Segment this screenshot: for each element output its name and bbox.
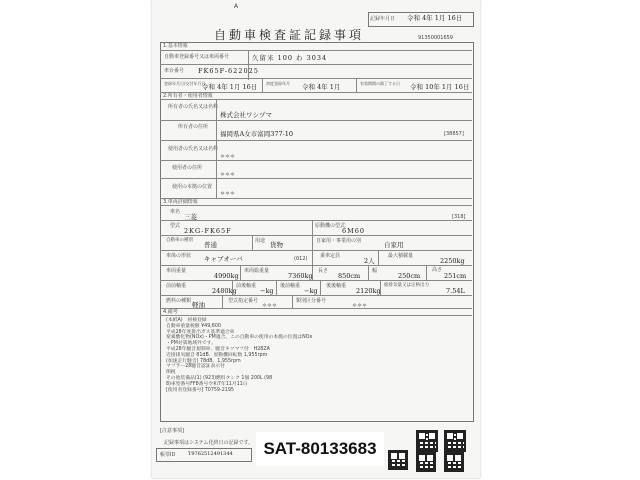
form-mark: A — [234, 3, 239, 10]
stock-number-label — [256, 432, 384, 466]
user-address-label: 使用者の住所 — [172, 165, 203, 171]
shape-code: (012) — [294, 256, 308, 262]
note-line: (加速走行騒音) 78dB、1,955rpm — [166, 358, 241, 364]
form-id-value: T9762512491344 — [188, 451, 233, 457]
length-label: 長さ — [318, 268, 329, 274]
maxload-value: 2250kg — [440, 257, 465, 265]
stock-number: SAT-80133683 — [263, 439, 377, 458]
first-reg-date: 令和 4年 1月 16日 — [202, 83, 258, 91]
form-id-label: 帳票ID — [160, 452, 176, 458]
section-owner-heading: 2.所有者・使用者情報 — [163, 93, 213, 99]
length-value: 850cm — [338, 272, 361, 280]
capacity-label: 乗車定員 — [320, 253, 341, 259]
section-notes-heading: 4.備考 — [163, 309, 178, 315]
qr-code-icon — [416, 430, 438, 452]
document-title: 自動車検査証記録事項 — [214, 28, 365, 42]
model-label: 型式 — [170, 223, 181, 229]
note-line: 平成28年騒音規制車、騒音キツマフ付 H28ZA — [166, 346, 270, 352]
note-line: [使用者登録番号] T0759-2195 — [166, 387, 234, 393]
notes-label: [注意事項] — [160, 428, 184, 434]
first-year-label: 初度登録年月 — [266, 81, 290, 86]
user-name-label: 使用者の氏名又は名称 — [168, 146, 219, 152]
registration-number: 久留米 100 わ 3034 — [252, 54, 328, 62]
first-reg-label: 登録年月日/交付年月日 — [164, 81, 206, 86]
kind-label: 自動車の種別 — [166, 238, 193, 243]
user-address: ＊＊＊ — [220, 172, 236, 178]
owner-address-label: 所有者の住所 — [178, 124, 209, 130]
note-line: (本紙A) 初検登録 — [166, 318, 207, 323]
issue-date-value: 令和 4年 1月 16日 — [407, 14, 463, 22]
note-line: ・PM対策地域外です。 — [166, 341, 216, 347]
qr-code-icon — [416, 452, 436, 472]
note-line: 8)車型番号FF8番号令和7年11月11日 — [166, 381, 248, 387]
use-label: 用途 — [255, 238, 266, 244]
note-line: マフラー28騒音認証表示付 — [166, 364, 225, 370]
weight-label: 車両重量 — [166, 268, 187, 274]
note-line: 近接排気騒音 81dB、原動機回転数 1,955rpm — [166, 352, 268, 358]
type-number-label: 型式指定番号 — [228, 298, 259, 304]
issue-date-label: 記録年月日 — [370, 16, 396, 22]
user-name: ＊＊＊ — [220, 154, 236, 160]
section-basic-heading: 1.基本情報 — [163, 43, 188, 49]
engine-value: 6M60 — [342, 227, 366, 235]
height-label: 高さ — [432, 267, 443, 273]
private-value: 自家用 — [384, 241, 404, 249]
width-value: 250cm — [398, 272, 421, 280]
expiry-label: 有効期間の満了する日 — [360, 81, 400, 86]
type-number-value: ＊＊＊ — [262, 303, 278, 309]
note-line: 自動車重量税額 ¥49,600 — [166, 323, 221, 329]
class-number-label: 類別区分番号 — [296, 298, 327, 304]
engine-label: 原動機の型式 — [315, 223, 346, 229]
qr-code-icon — [388, 450, 408, 470]
first-year-value: 令和 4年 1月 — [302, 83, 341, 91]
registration-label: 自動車登録番号又は車両番号 — [164, 54, 230, 60]
expiry-date: 令和 10年 1月 16日 — [410, 83, 470, 91]
base-location: ＊＊＊ — [220, 191, 236, 197]
qr-code-icon — [444, 430, 466, 452]
maker-code: [318] — [452, 214, 466, 220]
owner-address: 福岡県A女市富岡377-10 — [220, 130, 294, 138]
owner-code: [38857] — [444, 131, 464, 137]
private-label: 自家用・事業用の別 — [316, 238, 362, 244]
use-value: 貨物 — [270, 241, 283, 249]
maxload-label: 最大積載量 — [388, 253, 414, 259]
document-number: 91350001659 — [418, 35, 453, 41]
note-line: 関税 — [166, 370, 176, 376]
front-axle-label: 前前軸重 — [166, 283, 187, 289]
rear-axle-value: 2120kg — [356, 287, 381, 295]
gross-label: 車両総重量 — [244, 268, 270, 274]
owner-name: 株式会社ワシヅマ — [220, 111, 272, 119]
class-number-value: ＊＊＊ — [352, 303, 368, 309]
rear-front-axle-label: 後前軸重 — [280, 283, 301, 289]
note-line: その他装備品(1) (923)燃料タンク 1個 200L (98 — [166, 375, 273, 381]
rear-front-axle-value: −kg — [304, 287, 318, 295]
note-line: 窒素酸化物(NOx)・PM適合。この自動車の使用の本拠の位置はNOx — [166, 335, 313, 341]
note-line: 平成28年度排出ガス基準適合車 — [166, 329, 235, 335]
kind-value: 普通 — [204, 241, 217, 249]
shape-value: キャブオーバ — [204, 255, 243, 263]
model-value: 2KG-FK65F — [184, 227, 232, 235]
inspection-certificate — [152, 0, 480, 478]
maker-value: 三菱 — [184, 213, 197, 221]
gross-value: 7360kg — [288, 272, 313, 280]
notes-text: 記録事項はシステム化終日の記録です。 — [164, 440, 254, 446]
weight-value: 4990kg — [214, 272, 239, 280]
width-label: 幅 — [372, 268, 378, 274]
fuel-label: 燃料の種類 — [166, 298, 192, 304]
displacement-value: 7.54L — [446, 287, 465, 295]
base-location-label: 使用の本拠の位置 — [172, 184, 213, 190]
shape-label: 車体の形状 — [166, 253, 192, 259]
chassis-label: 車台番号 — [164, 68, 185, 74]
front-axle-value: 2480kg — [212, 287, 237, 295]
rear-axle-label: 後後軸重 — [326, 283, 347, 289]
owner-name-label: 所有者の氏名又は名称 — [168, 104, 219, 110]
capacity-value: 2人 — [364, 257, 375, 265]
fr-axle-value: −kg — [260, 287, 274, 295]
displacement-label: 総排気量又は定格出力 — [384, 283, 429, 288]
chassis-number: FK65F-622025 — [198, 67, 259, 75]
height-value: 251cm — [444, 272, 467, 280]
qr-code-icon — [444, 452, 464, 472]
fr-axle-label: 前後軸重 — [236, 283, 257, 289]
notes-block — [166, 318, 312, 393]
maker-label: 車名 — [170, 209, 181, 215]
fuel-value: 軽油 — [192, 301, 205, 309]
section-vehicle-heading: 3.車両詳細情報 — [163, 199, 198, 205]
